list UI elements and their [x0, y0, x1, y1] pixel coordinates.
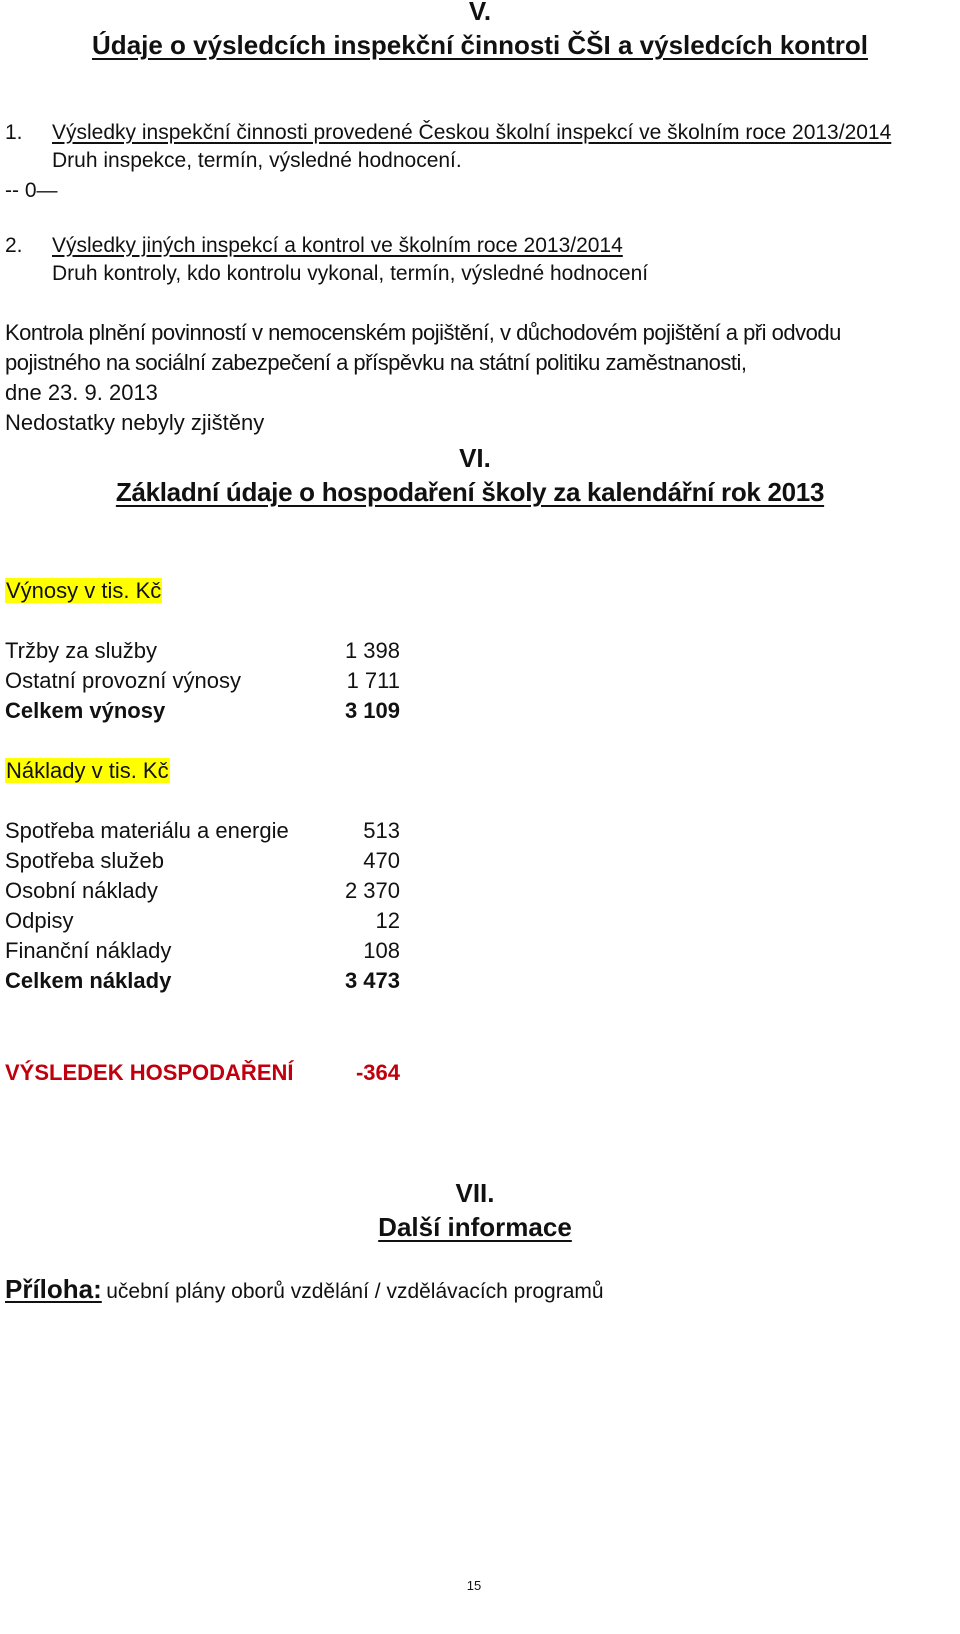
- costs-heading: Náklady v tis. Kč: [6, 758, 169, 783]
- cost-row: [5, 848, 400, 878]
- revenue-value: 1 711: [346, 668, 400, 693]
- revenue-heading: Výnosy v tis. Kč: [6, 578, 162, 603]
- item-2-subheading: Druh kontroly, kdo kontrolu vykonal, termín, výsledné hodnocení: [52, 262, 649, 285]
- section-vii-number: VII.: [455, 1178, 495, 1208]
- revenue-total-value: 3 109: [344, 698, 400, 723]
- cost-value: 513: [363, 818, 400, 843]
- item-1-none: -- 0—: [5, 179, 58, 202]
- cost-row: [5, 938, 400, 968]
- cost-row: [5, 878, 400, 908]
- section-v-title: Údaje o výsledcích inspekční činnosti ČŠI a výsledcích kontrol: [92, 30, 868, 60]
- revenue-total-row: [5, 698, 400, 728]
- item-1-subheading: Druh inspekce, termín, výsledné hodnocení.: [52, 149, 462, 172]
- attachment-line: [5, 1274, 604, 1305]
- cost-row: [5, 818, 400, 848]
- economic-result-row: [5, 1060, 400, 1090]
- cost-value: 470: [363, 848, 400, 873]
- cost-total-value: 3 473: [344, 968, 400, 993]
- page-number: 15: [466, 1578, 482, 1593]
- cost-value: 2 370: [344, 878, 400, 903]
- economic-result-value: -364: [355, 1060, 400, 1085]
- cost-label: Spotřeba služeb: [5, 848, 164, 873]
- economic-result-label: VÝSLEDEK HOSPODAŘENÍ: [5, 1060, 294, 1085]
- item-1-marker: 1.: [5, 121, 23, 144]
- revenue-total-label: Celkem výnosy: [5, 698, 166, 723]
- inspection-result: Nedostatky nebyly zjištěny: [5, 410, 265, 435]
- revenue-value: 1 398: [344, 638, 400, 663]
- cost-row: [5, 908, 400, 938]
- revenue-row: [5, 638, 400, 668]
- section-vi-title: Základní údaje o hospodaření školy za kalendářní rok 2013: [115, 477, 825, 507]
- section-vi-number: VI.: [459, 443, 491, 473]
- cost-total-row: [5, 968, 400, 998]
- item-2-marker: 2.: [5, 234, 23, 257]
- inspection-paragraph-line-2: pojistného na sociální zabezpečení a příspěvku na státní politiku zaměstnanosti,: [5, 350, 747, 375]
- inspection-date: dne 23. 9. 2013: [5, 380, 158, 405]
- section-vii-title: Další informace: [378, 1212, 572, 1242]
- item-1-heading: Výsledky inspekční činnosti provedené Českou školní inspekcí ve školním roce 2013/2014: [52, 121, 892, 144]
- attachment-label: Příloha:: [5, 1274, 102, 1304]
- section-v-number: V.: [468, 0, 492, 26]
- cost-label: Finanční náklady: [5, 938, 172, 963]
- cost-value: 108: [363, 938, 400, 963]
- revenue-label: Tržby za služby: [5, 638, 158, 663]
- attachment-text: učební plány oborů vzdělání / vzdělávacích programů: [106, 1280, 604, 1303]
- inspection-paragraph-line-1: Kontrola plnění povinností v nemocenském pojištění, v důchodovém pojištění a při odvodu: [5, 320, 841, 345]
- cost-label: Odpisy: [5, 908, 74, 933]
- cost-label: Spotřeba materiálu a energie: [5, 818, 289, 843]
- item-2-heading: Výsledky jiných inspekcí a kontrol ve školním roce 2013/2014: [52, 234, 623, 257]
- cost-total-label: Celkem náklady: [5, 968, 172, 993]
- cost-value: 12: [375, 908, 400, 933]
- cost-label: Osobní náklady: [5, 878, 158, 903]
- revenue-row: [5, 668, 400, 698]
- revenue-label: Ostatní provozní výnosy: [5, 668, 241, 693]
